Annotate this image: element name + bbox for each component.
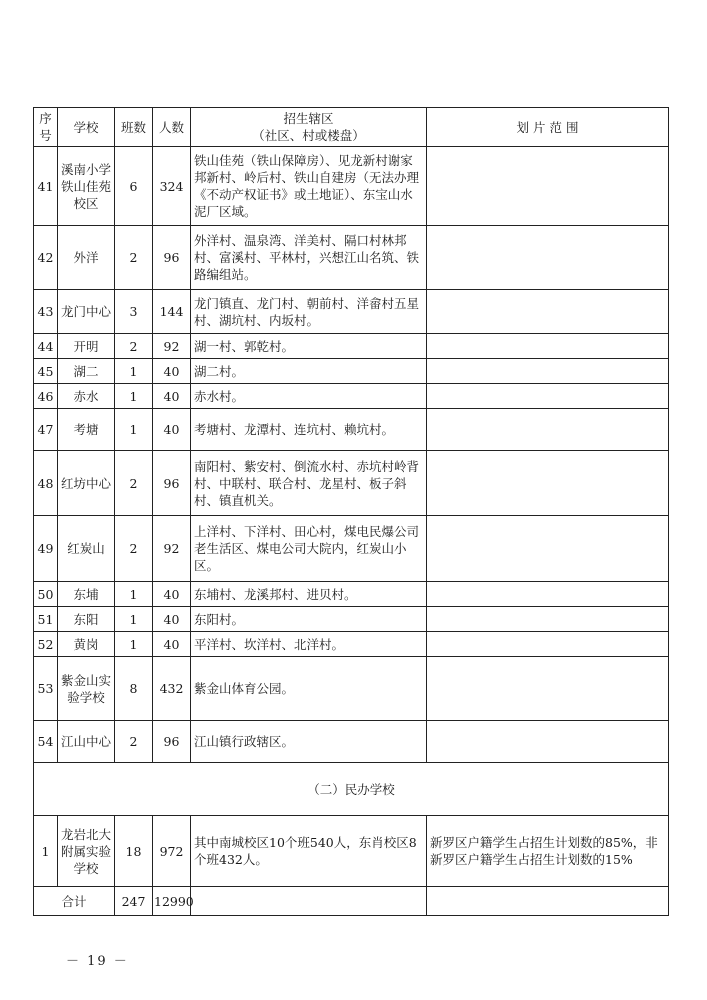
total-classes: 247 [115, 887, 153, 916]
row-district: 上洋村、下洋村、田心村，煤电民爆公司老生活区、煤电公司大院内，红炭山小区。 [191, 516, 427, 582]
row-classes: 2 [115, 721, 153, 763]
total-range [427, 887, 669, 916]
row-seq: 44 [34, 334, 58, 359]
row-people: 40 [153, 582, 191, 607]
row-classes: 8 [115, 657, 153, 721]
row-school: 湖二 [58, 359, 115, 384]
row-district: 湖二村。 [191, 359, 427, 384]
header-seq: 序号 [34, 108, 58, 147]
row-range [427, 632, 669, 657]
row-range [427, 657, 669, 721]
row-people: 96 [153, 451, 191, 516]
row-classes: 18 [115, 816, 153, 887]
row-people: 144 [153, 290, 191, 334]
row-school: 红坊中心 [58, 451, 115, 516]
row-seq: 46 [34, 384, 58, 409]
row-school: 江山中心 [58, 721, 115, 763]
table-row [34, 359, 669, 384]
table-row [34, 816, 669, 887]
total-district [191, 887, 427, 916]
row-school: 外洋 [58, 226, 115, 290]
header-classes: 班数 [115, 108, 153, 147]
row-district: 南阳村、紫安村、倒流水村、赤坑村岭背村、中联村、联合村、龙星村、板子斜村、镇直机关。 [191, 451, 427, 516]
row-school: 龙岩北大附属实验学校 [58, 816, 115, 887]
row-seq: 54 [34, 721, 58, 763]
row-school: 黄岗 [58, 632, 115, 657]
row-school: 开明 [58, 334, 115, 359]
row-school: 龙门中心 [58, 290, 115, 334]
row-school: 东阳 [58, 607, 115, 632]
header-district: 招生辖区 （社区、村或楼盘） [191, 108, 427, 147]
row-people: 40 [153, 409, 191, 451]
header-range: 划 片 范 围 [427, 108, 669, 147]
table-row [34, 632, 669, 657]
row-people: 92 [153, 516, 191, 582]
row-range [427, 451, 669, 516]
page-number: － 19 － [66, 954, 129, 969]
row-school: 考塘 [58, 409, 115, 451]
row-seq: 51 [34, 607, 58, 632]
row-district: 紫金山体育公园。 [191, 657, 427, 721]
table-row [34, 334, 669, 359]
row-district: 外洋村、温泉湾、洋美村、隔口村林邦村、富溪村、平林村，兴想江山名筑、铁路编组站。 [191, 226, 427, 290]
table-row [34, 290, 669, 334]
row-classes: 1 [115, 384, 153, 409]
row-range [427, 226, 669, 290]
row-school: 红炭山 [58, 516, 115, 582]
enrollment-table [33, 107, 669, 916]
row-district: 铁山佳苑（铁山保障房）、见龙新村谢家邦新村、岭后村、铁山自建房（无法办理《不动产权证书》或土地证）、东宝山水泥厂区域。 [191, 147, 427, 226]
row-school: 溪南小学铁山佳苑校区 [58, 147, 115, 226]
row-range [427, 384, 669, 409]
row-school: 东埔 [58, 582, 115, 607]
total-row [34, 887, 669, 916]
row-people: 40 [153, 607, 191, 632]
row-seq: 42 [34, 226, 58, 290]
table-row [34, 384, 669, 409]
row-district: 龙门镇直、龙门村、朝前村、洋畲村五星村、湖坑村、内坂村。 [191, 290, 427, 334]
row-classes: 2 [115, 516, 153, 582]
row-classes: 1 [115, 582, 153, 607]
row-people: 324 [153, 147, 191, 226]
row-seq: 1 [34, 816, 58, 887]
row-district: 赤水村。 [191, 384, 427, 409]
row-people: 96 [153, 226, 191, 290]
row-people: 40 [153, 384, 191, 409]
row-seq: 41 [34, 147, 58, 226]
row-district: 江山镇行政辖区。 [191, 721, 427, 763]
row-classes: 6 [115, 147, 153, 226]
row-range: 新罗区户籍学生占招生计划数的85%，非新罗区户籍学生占招生计划数的15% [427, 816, 669, 887]
row-range [427, 290, 669, 334]
row-seq: 48 [34, 451, 58, 516]
row-range [427, 516, 669, 582]
row-classes: 2 [115, 451, 153, 516]
row-school: 紫金山实验学校 [58, 657, 115, 721]
total-label: 合计 [34, 887, 115, 916]
table-row [34, 147, 669, 226]
row-range [427, 409, 669, 451]
table-row [34, 607, 669, 632]
row-range [427, 721, 669, 763]
row-classes: 1 [115, 632, 153, 657]
row-classes: 2 [115, 226, 153, 290]
table-row [34, 582, 669, 607]
total-people: 12990 [153, 887, 191, 916]
row-people: 96 [153, 721, 191, 763]
row-seq: 47 [34, 409, 58, 451]
table-row [34, 409, 669, 451]
row-classes: 2 [115, 334, 153, 359]
section-title: （二）民办学校 [34, 763, 669, 816]
row-range [427, 334, 669, 359]
row-district: 湖一村、郭乾村。 [191, 334, 427, 359]
row-seq: 53 [34, 657, 58, 721]
row-district: 东埔村、龙溪邦村、进贝村。 [191, 582, 427, 607]
table-row [34, 657, 669, 721]
row-classes: 3 [115, 290, 153, 334]
row-classes: 1 [115, 607, 153, 632]
row-seq: 50 [34, 582, 58, 607]
row-people: 92 [153, 334, 191, 359]
row-seq: 45 [34, 359, 58, 384]
row-district: 平洋村、坎洋村、北洋村。 [191, 632, 427, 657]
row-seq: 49 [34, 516, 58, 582]
row-seq: 52 [34, 632, 58, 657]
table-header-row [34, 108, 669, 147]
header-school: 学校 [58, 108, 115, 147]
row-district: 考塘村、龙潭村、连坑村、赖坑村。 [191, 409, 427, 451]
table-row [34, 721, 669, 763]
row-seq: 43 [34, 290, 58, 334]
table-row [34, 516, 669, 582]
row-people: 432 [153, 657, 191, 721]
row-people: 972 [153, 816, 191, 887]
section-row [34, 763, 669, 816]
row-range [427, 359, 669, 384]
row-people: 40 [153, 359, 191, 384]
row-people: 40 [153, 632, 191, 657]
row-district: 其中南城校区10个班540人，东肖校区8个班432人。 [191, 816, 427, 887]
row-range [427, 607, 669, 632]
row-range [427, 582, 669, 607]
row-classes: 1 [115, 359, 153, 384]
row-range [427, 147, 669, 226]
table-row [34, 226, 669, 290]
table-row [34, 451, 669, 516]
row-district: 东阳村。 [191, 607, 427, 632]
row-classes: 1 [115, 409, 153, 451]
header-people: 人数 [153, 108, 191, 147]
row-school: 赤水 [58, 384, 115, 409]
